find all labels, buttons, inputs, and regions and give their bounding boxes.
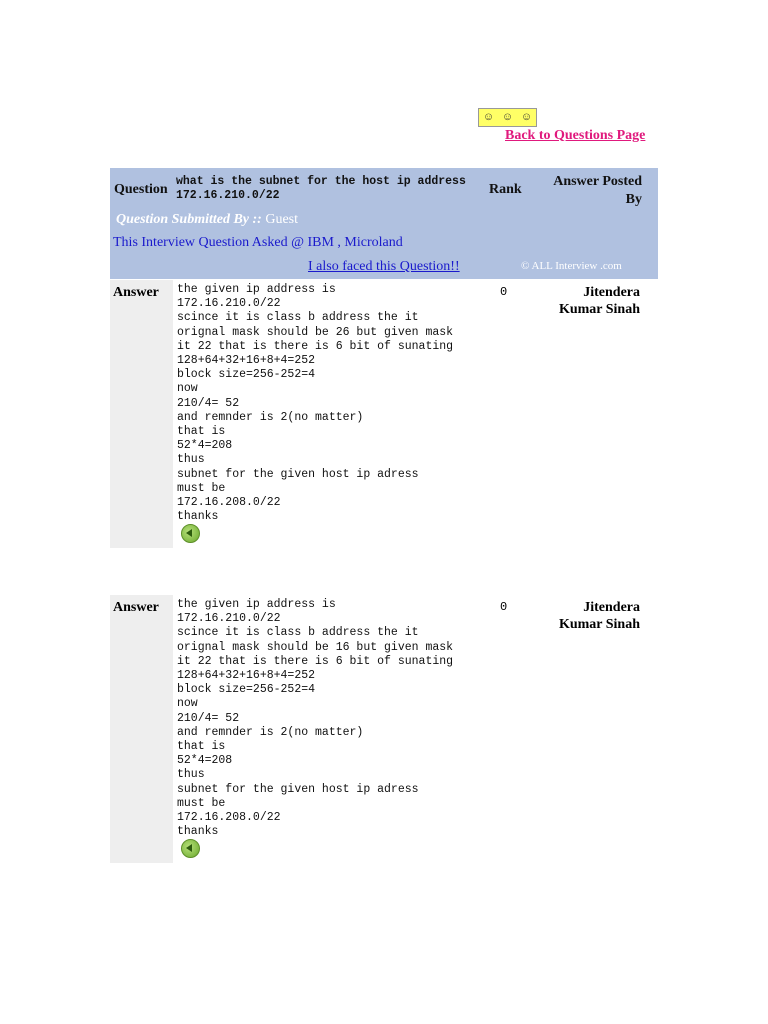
question-asked-at: This Interview Question Asked @ IBM , Microland [113,235,403,250]
back-arrow-icon[interactable] [181,524,200,543]
back-to-questions-link[interactable]: Back to Questions Page [505,128,646,143]
answer-block [110,595,658,863]
answer-rank: 0 [500,600,508,614]
answer-author: Jitendera Kumar Sinah [558,285,640,317]
submitted-by-name: Guest [265,212,299,227]
smiley-icon[interactable]: ☺ [501,111,514,123]
answer-label-cell [110,595,173,863]
i-also-faced-link[interactable]: I also faced this Question!! [308,259,460,274]
rank-header: Rank [489,182,522,197]
rating-icon-strip[interactable] [478,108,537,127]
answer-text: the given ip address is 172.16.210.0/22 scince it is class b address the it orignal mask should be 16 but given mask it 22 that is there is 6 bit of sunating 128+64+32+16+8+4=252 block size=256-252=4 now 210/4= 52 and remnder is 2(no matter) that is 52*4=208 thus subnet for the given host ip adress must be 172.16.208.0/22 thanks [177,598,454,839]
submitted-by-label: Question Submitted By :: [116,212,262,227]
answer-text: the given ip address is 172.16.210.0/22 scince it is class b address the it orignal mask should be 26 but given mask it 22 that is there is 6 bit of sunating 128+64+32+16+8+4=252 block size=256-252=4 now 210/4= 52 and remnder is 2(no matter) that is 52*4=208 thus subnet for the given host ip adress must be 172.16.208.0/22 thanks [177,283,454,524]
back-arrow-icon[interactable] [181,839,200,858]
smiley-icon[interactable]: ☺ [520,111,533,123]
answer-author: Jitendera Kumar Sinah [558,600,640,632]
answer-label-cell [110,280,173,548]
answer-block [110,280,658,548]
copyright-text: © ALL Interview .com [521,260,622,272]
answer-label: Answer [113,285,159,300]
answer-rank: 0 [500,285,508,299]
answer-posted-by-header: Answer Posted By [553,174,642,207]
question-label: Question [114,182,168,197]
question-header [110,168,658,279]
answer-label: Answer [113,600,159,615]
question-submitted-by [116,212,298,228]
question-text: what is the subnet for the host ip address 172.16.210.0/22 [176,175,466,202]
smiley-icon[interactable]: ☺ [482,111,495,123]
